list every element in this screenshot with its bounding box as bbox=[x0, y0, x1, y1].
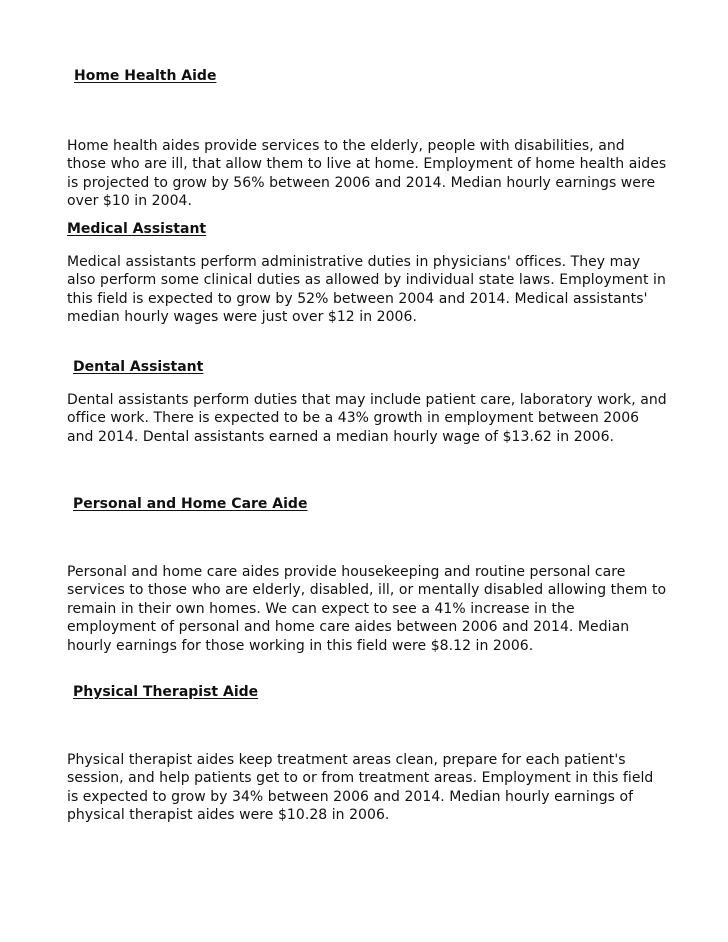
heading-home-health-aide: Home Health Aide bbox=[74, 68, 217, 84]
heading-physical-therapist-aide: Physical Therapist Aide bbox=[73, 684, 259, 700]
paragraph-home-health-aide: Home health aides provide services to the elderly, people with disabilities, and those who are ill, that allow them to live at home. Employment of home health aides is projected to grow by 56% between 2006 and 2014. Median hourly earnings were over $10 in 2004. bbox=[67, 138, 667, 210]
heading-personal-home-care-aide: Personal and Home Care Aide bbox=[73, 496, 308, 512]
heading-medical-assistant: Medical Assistant bbox=[67, 221, 207, 237]
paragraph-personal-home-care-aide: Personal and home care aides provide housekeeping and routine personal care services to those who are elderly, disabled, ill, or mentally disabled allowing them to remain in their own homes. We can expect to see a 41% increase in the employment of personal and home care aides between 2006 and 2014. Median hourly earnings for those working in this field were $8.12 in 2006. bbox=[67, 564, 667, 654]
paragraph-medical-assistant: Medical assistants perform administrative duties in physicians' offices. They may also perform some clinical duties as allowed by individual state laws. Employment in this field is expected to grow by 52% between 2004 and 2014. Medical assistants' median hourly wages were just over $12 in 2006. bbox=[67, 254, 666, 326]
paragraph-dental-assistant: Dental assistants perform duties that may include patient care, laboratory work, and office work. There is expected to be a 43% growth in employment between 2006 and 2014. Dental assistants earned a median hourly wage of $13.62 in 2006. bbox=[67, 392, 667, 445]
paragraph-physical-therapist-aide: Physical therapist aides keep treatment areas clean, prepare for each patient's session, and help patients get to or from treatment areas. Employment in this field is expected to grow by 34% between 2006 and 2014. Median hourly earnings of physical therapist aides were $10.28 in 2006. bbox=[67, 752, 654, 824]
heading-dental-assistant: Dental Assistant bbox=[73, 359, 204, 375]
